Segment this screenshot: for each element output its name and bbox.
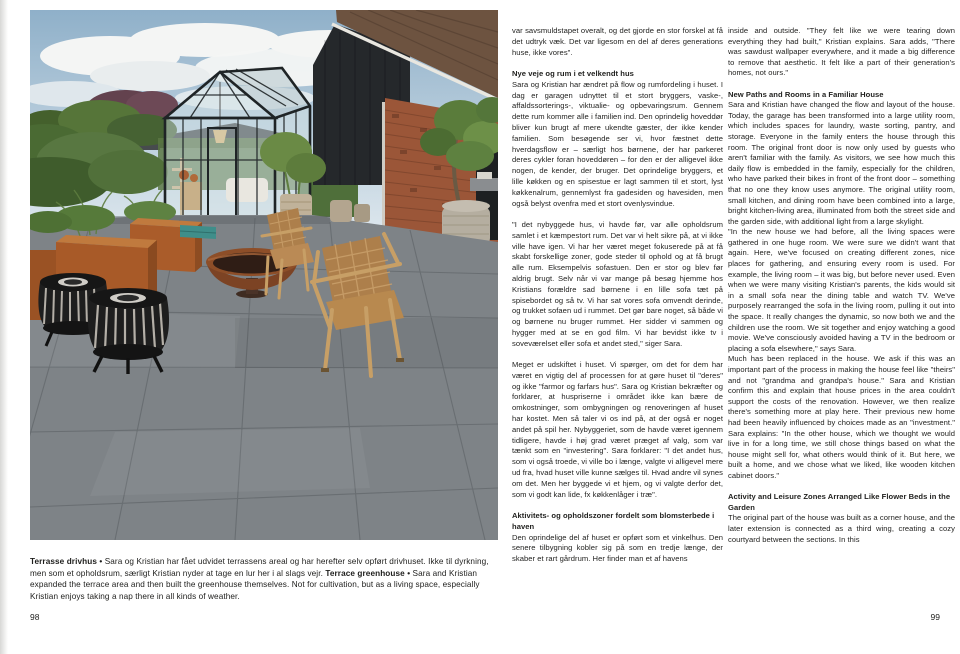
left-page-number: 98 [30,612,40,622]
section-heading: Nye veje og rum i et velkendt hus [512,68,634,78]
body-paragraph: Sara and Kristian have changed the flow and layout of the house. Today, the garage has been transformed into a large utility room, which includes spaces for laundry, waste sorting, pantry, and storage. Everyone in the family enters the house through this room. The original front door is now only used by guests who aren't familiar with the family. As visitors, we see how much this daily flow is embedded in the family, especially for the children, who have parked their bikes in front of the front door – something that no one they know uses anymore. The original utility room, small kitchen, and dining room have been combined into a large, bright kitchen-living area, illuminated from both the street side and the garden side, with additional light from a large skylight. [728,100,955,226]
body-paragraph: Meget er udskiftet i huset. Vi spørger, om det for dem har været en vigtig del af processen for at gøre huset til "deres" og ikke "farmor og farfars hus". Sara og Kristian bekræfter og forklarer, at huspriserne i området ikke kan bære de omkostninger, som ombygningen og renoveringen af huset har kostet. Men så taler vi os ind på, at der også er noget andet på spil her. Nybyggeriet, som de havde været igennem tidligere, havde i høj grad været præget af valg, som var tænkt som en "investering". Sara forklarer: "I det andet hus, som vi også troede, vi ville bo i længe, valgte vi alligevel mere ud fra, hvad huset ville kunne sælges til. Hvad andre vil synes om det. Men her byggede vi et hjem, og vi valgte derfor det, som vi godt kan lide, fx køkkenlåger i træ". [512,360,723,499]
caption-english-lead: Terrace greenhouse [325,568,405,578]
terrace-photo-illustration [30,10,498,540]
english-text-column [728,26,955,545]
section-heading: Aktivitets- og opholdszoner fordelt som blomsterbede i haven [512,511,715,531]
section-heading: Activity and Leisure Zones Arranged Like Flower Beds in the Garden [728,492,951,512]
body-paragraph: "I det nybyggede hus, vi havde før, var alle opholdsrum samlet i et kæmpestort rum. Det var vi helt sikre på, at vi ikke ville have igen. Vi har her været meget fokuserede på at få skabt forskellige zoner, gode steder til ophold og at få brugt alle rum. Eksempelvis sofastuen. Den er stor og blev før aldrig brugt. Selv når vi var mange på besøg hjemme hos Kristians forældre sad børnene i en lille sofa tæt på spisebordet og så tv. Vi har sat vores sofa omvendt derinde, og trukket sofaen ud i rummet. Det gør bare noget, så både vi og børnene nu bruger rummet. Her sidder vi sammen og hygger med at se en god film. Vi har bevidst ikke tv i soveværelset eller sofa et andet sted," siger Sara. [512,219,723,348]
terrace-photo [30,10,498,540]
body-paragraph: "In the new house we had before, all the living spaces were gathered in one huge room. We were sure we didn't want that again. Here, we've focused on creating different zones, nice places for gathering, and ensuring every room is used. For example, the living room – it was big, but before never used. Even when we were many visiting Kristian's parents, the kids would sit in a small sofa near the dining table and watch TV. We've purposely rearranged the sofa in the living room, pulling it out into the space. It really changes the dynamic, so now both we and the children use the room. We sit together and enjoy watching a good movie. We've consciously avoided having a TV in the bedroom or placing a sofa elsewhere," says Sara. [728,227,955,353]
teal-crate [180,225,216,239]
caption-english-text: Sara and Kristian expanded the terrace area and then built the greenhouse themselves. Not for cultivation, but as a living space, especially Kristian enjoys taking a nap there in all kinds of weather. [30,568,480,601]
body-paragraph: var savsmuldstapet overalt, og det gjorde en stor forskel at få det udtryk væk. Det var ligesom en del af deres generations huse, ikke vores". [512,26,723,57]
body-paragraph: Much has been replaced in the house. We ask if this was an important part of the process in making the house feel like "theirs" and not "grandma and grandpa's house." Sara and Kristian confirm this and explain that house prices in the area couldn't support the costs of the renovation. However, we then realize there's something more at play here. Their previous new home had been heavily influenced by choices made as an "investment." Sara explains: "In the other house, which we thought we would live in for a long time, we still chose things based on what the house might sell for, what others would think of it. But here, we built a home, and we chose what we liked, like wooden kitchen cabinet doors." [728,354,955,480]
danish-text-column [512,26,723,565]
page-edge-shadow [0,0,8,654]
body-paragraph: The original part of the house was built as a corner house, and the later extension is connected as a third wing, creating a cozy courtyard between the sections. In this [728,513,955,544]
section-heading: New Paths and Rooms in a Familiar House [728,89,884,99]
caption-danish-text: Sara og Kristian har fået udvidet terrassens areal og har herefter selv opført drivhuset. Ikke til dyrkning, men som et opholdsrum, særligt Kristian nyder at tage en lur her i al slags vejr. [30,557,489,578]
body-paragraph: inside and outside. "They felt like we were tearing down everything they had built," Kristian explains. Sara adds, "There was sawdust wallpaper everywhere, and it made a big difference to remove that aesthetic. It felt like a part of their generation's homes, not ours." [728,26,955,78]
body-paragraph: Sara og Kristian har ændret på flow og rumfordeling i huset. I dag er garagen udnyttet til et stort bryggers, vaske-, affaldssorterings-, viktualie- og opbevaringsrum. Gennem dette rum kommer alle i familien ind. Den oprindelig hoveddør bliver kun brugt af mere ukendte gæster, der ikke kender familien. Som besøgende ser vi, hvor fæstnet dette hverdagsflow er – særligt hos børnene, der har parkeret deres cykler foran hoveddøren – for den er der alligevel ikke nogen, de kender, der bruger. Det oprindelige bryggers, et lille køkken og en spisestue er lagt sammen til et stort, lyst køkkenalrum, gennemlyst fra gadesiden og havesiden, men også belyst ovenfra med et stort ovenlysvindue. [512,79,723,208]
caption-bullet: • [99,557,103,567]
photo-caption [30,556,498,602]
caption-bullet-2: • [407,568,411,578]
right-page-number: 99 [930,612,940,622]
caption-danish-lead: Terrasse drivhus [30,557,97,567]
body-paragraph: Den oprindelige del af huset er opført som et vinkelhus. Den senere tilbygning kobler sig på som en tredje længe, der skaber et rart gårdrum. Her finder man et af havens [512,532,723,564]
